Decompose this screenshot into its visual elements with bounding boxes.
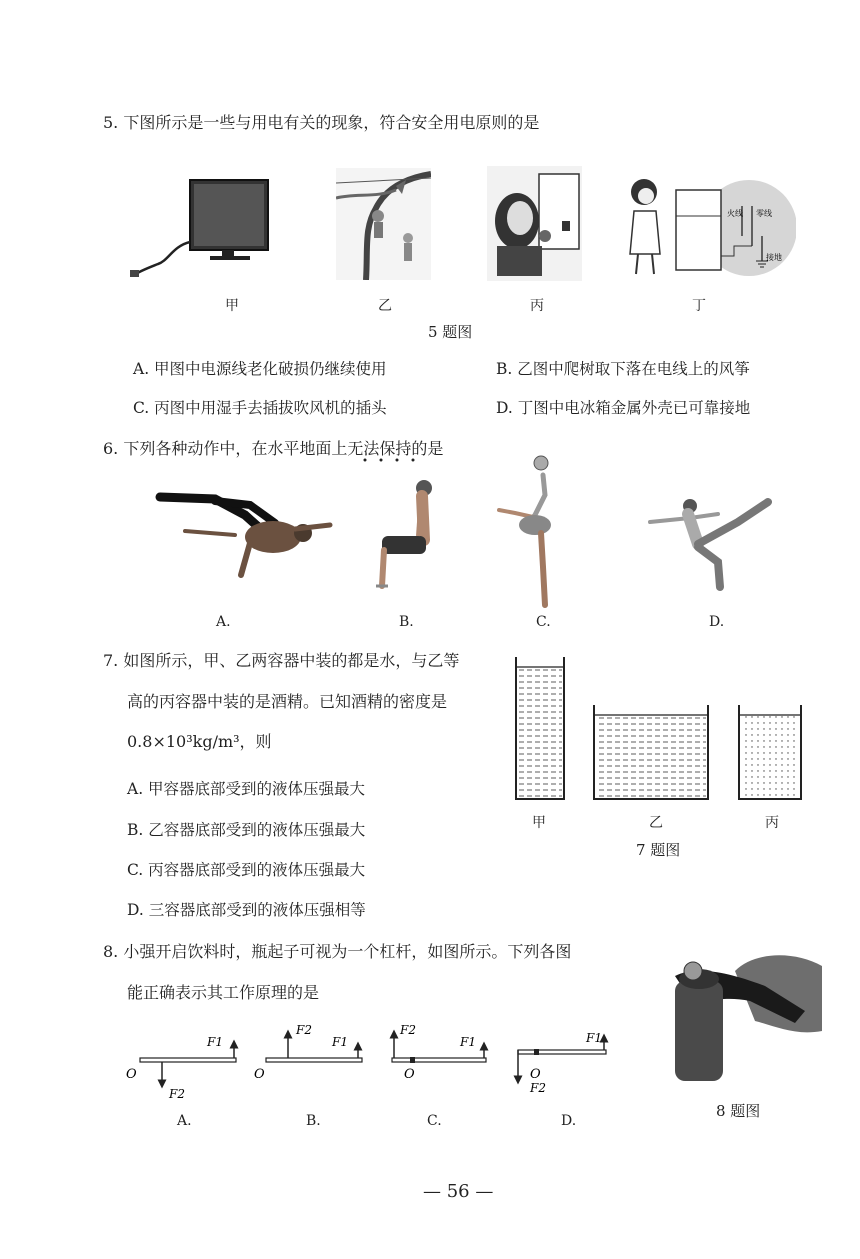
label-jia-7: 甲 <box>532 815 546 831</box>
lever-b-f2: F2 <box>296 1023 312 1037</box>
q8-line-2: 能正确表示其工作原理的是 <box>127 983 320 1002</box>
q5-stem: 5. 下图所示是一些与用电有关的现象，符合安全用电原则的是 <box>103 113 540 132</box>
pose-d-image <box>648 492 773 592</box>
q7-caption: 7 题图 <box>636 841 681 859</box>
kite-tree-image <box>336 168 431 280</box>
lever-c-o: O <box>404 1067 415 1082</box>
lever-c-f2: F2 <box>400 1023 416 1037</box>
hairdryer-image <box>487 166 582 281</box>
q8-line-1: 8. 小强开启饮料时，瓶起子可视为一个杠杆，如图所示。下列各图 <box>103 942 572 961</box>
lever-b <box>254 1023 362 1082</box>
label-ding-5: 丁 <box>692 298 706 314</box>
container-bing-liquid <box>741 715 799 799</box>
q8-label-d: D. <box>561 1113 577 1129</box>
lever-a-f2: F2 <box>169 1087 185 1101</box>
q6-label-b: B. <box>399 614 414 630</box>
q5-option-c: C. 丙图中用湿手去插拔吹风机的插头 <box>133 399 387 417</box>
lever-a-f1: F1 <box>207 1035 223 1049</box>
label-yi-7: 乙 <box>649 815 663 831</box>
pose-b-image <box>362 478 442 590</box>
container-yi-liquid <box>596 715 706 799</box>
q5-option-a: A. 甲图中电源线老化破损仍继续使用 <box>133 360 387 378</box>
label-yi-5: 乙 <box>378 298 392 314</box>
lever-d-f2: F2 <box>530 1081 546 1095</box>
q5-option-b: B. 乙图中爬树取下落在电线上的风筝 <box>496 360 750 378</box>
fire-line-label: 火线 <box>727 209 743 218</box>
label-bing-5: 丙 <box>530 298 544 314</box>
q6-label-d: D. <box>709 614 725 630</box>
q5-caption: 5 题图 <box>428 323 473 341</box>
q7-line-3: 0.8×10³kg/m³，则 <box>127 732 272 751</box>
q7-option-a: A. 甲容器底部受到的液体压强最大 <box>127 780 366 798</box>
q8-caption: 8 题图 <box>716 1102 761 1120</box>
emphasis-dots <box>360 456 440 464</box>
lever-d-o: O <box>530 1067 541 1082</box>
q7-option-d: D. 三容器底部受到的液体压强相等 <box>127 901 366 919</box>
q6-label-a: A. <box>216 614 231 630</box>
q6-label-c: C. <box>536 614 551 630</box>
label-bing-7: 丙 <box>765 815 779 831</box>
q6-stem: 6. 下列各种动作中，在水平地面上无法保持的是 <box>103 439 444 458</box>
q7-option-c: C. 丙容器底部受到的液体压强最大 <box>127 861 366 879</box>
container-jia-liquid <box>518 667 562 799</box>
lever-c-f1: F1 <box>460 1035 476 1049</box>
containers-diagram <box>510 655 810 810</box>
page-number: — 56 — <box>423 1181 494 1202</box>
q5-option-d: D. 丁图中电冰箱金属外壳已可靠接地 <box>496 399 751 417</box>
lever-a <box>126 1035 236 1101</box>
pose-a-image <box>155 485 335 585</box>
lever-c <box>392 1023 486 1082</box>
neutral-line-label: 零线 <box>756 209 772 218</box>
tv-image <box>128 176 278 286</box>
q7-line-1: 7. 如图所示，甲、乙两容器中装的都是水，与乙等 <box>103 651 460 670</box>
lever-d <box>518 1031 606 1095</box>
bottle-opener-photo <box>655 941 822 1081</box>
pose-c-image <box>495 455 575 610</box>
ground-label: 接地 <box>766 253 782 262</box>
label-jia-5: 甲 <box>225 298 239 314</box>
q8-label-b: B. <box>306 1113 321 1129</box>
fridge-image <box>624 176 796 280</box>
lever-b-f1: F1 <box>332 1035 348 1049</box>
q8-label-c: C. <box>427 1113 442 1129</box>
q7-line-2: 高的丙容器中装的是酒精。已知酒精的密度是 <box>127 692 448 711</box>
q7-option-b: B. 乙容器底部受到的液体压强最大 <box>127 821 366 839</box>
lever-b-o: O <box>254 1067 265 1082</box>
lever-a-o: O <box>126 1067 137 1082</box>
lever-diagrams <box>120 1020 620 1104</box>
lever-d-f1: F1 <box>586 1031 602 1045</box>
q8-label-a: A. <box>177 1113 192 1129</box>
